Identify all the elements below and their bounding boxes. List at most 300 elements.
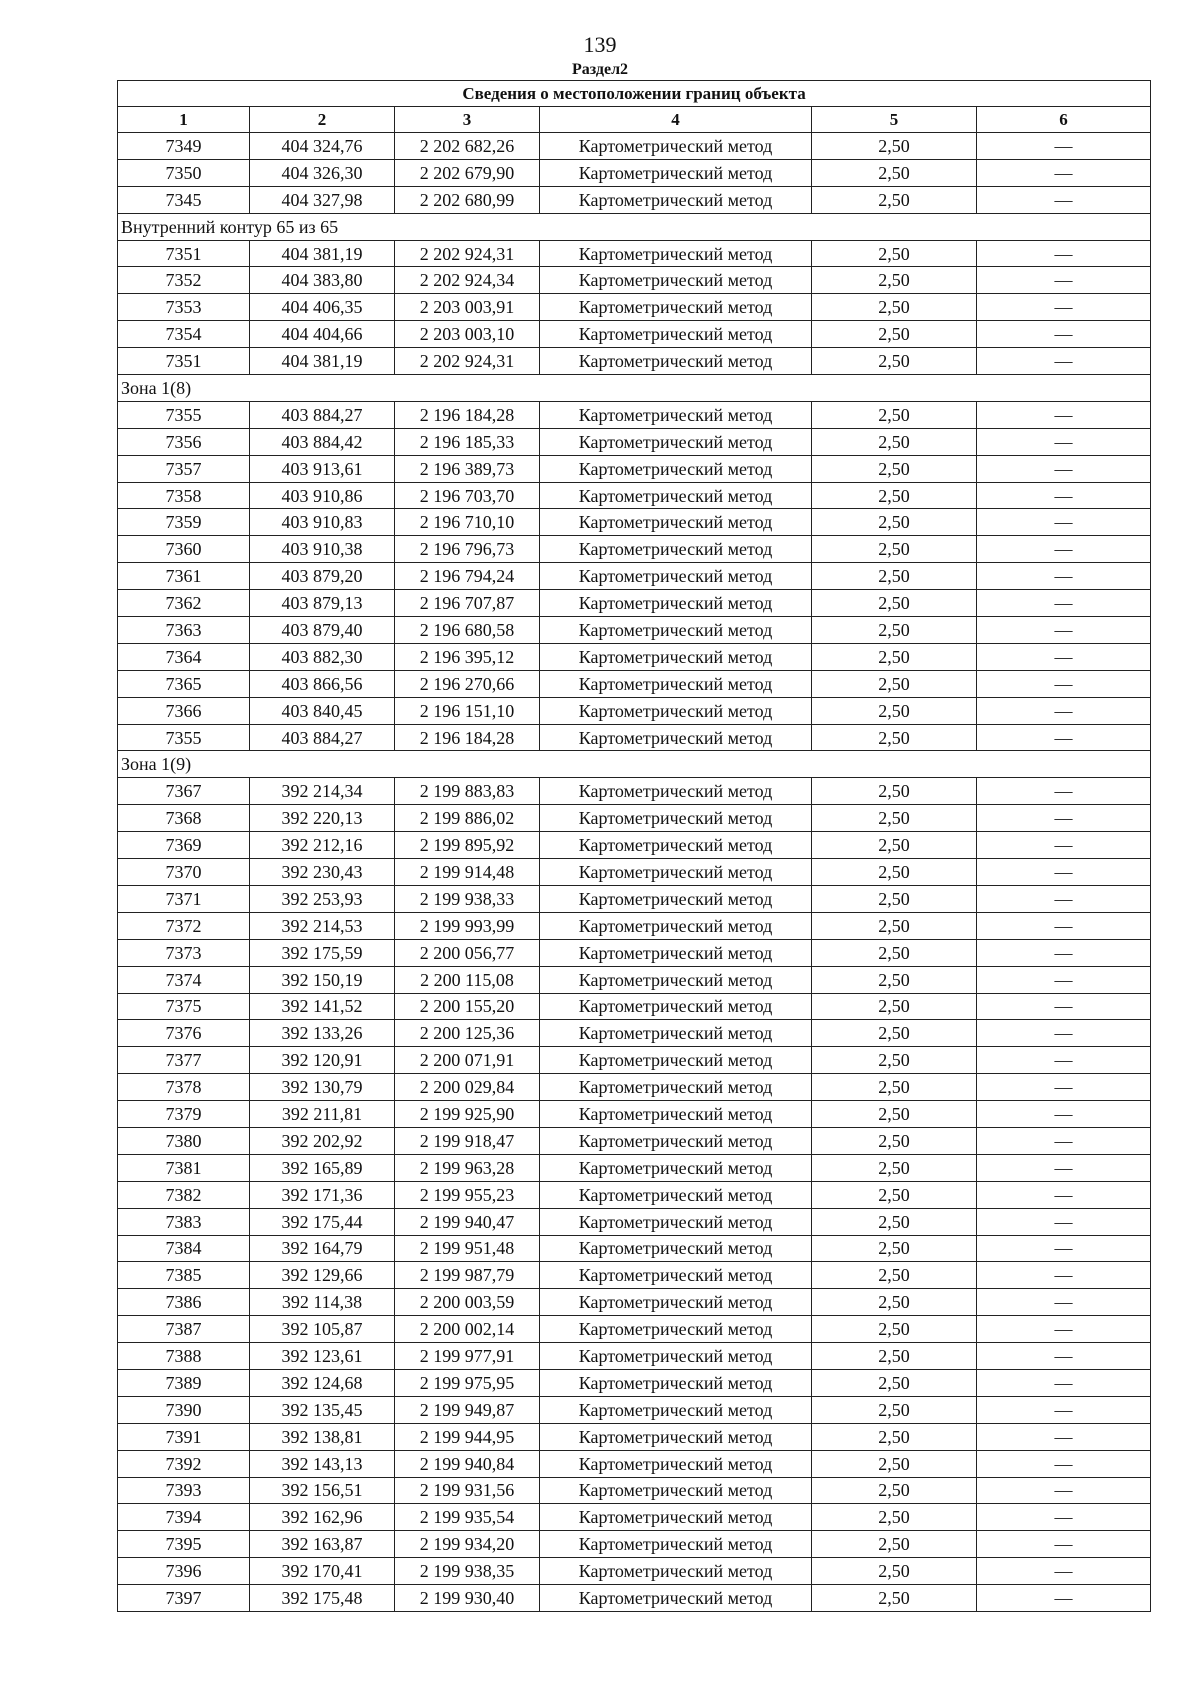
table-row <box>118 617 1151 644</box>
point-number-cell: 7356 <box>118 428 250 455</box>
table-row <box>118 805 1151 832</box>
x-coordinate-cell: 392 212,16 <box>250 832 395 859</box>
y-coordinate-cell: 2 199 895,92 <box>395 832 540 859</box>
note-cell: — <box>977 267 1151 294</box>
x-coordinate-cell: 403 884,27 <box>250 724 395 751</box>
accuracy-cell: 2,50 <box>812 1450 977 1477</box>
point-number-cell: 7383 <box>118 1208 250 1235</box>
y-coordinate-cell: 2 200 071,91 <box>395 1047 540 1074</box>
accuracy-cell: 2,50 <box>812 267 977 294</box>
accuracy-cell: 2,50 <box>812 428 977 455</box>
column-number-row <box>118 107 1151 133</box>
point-number-cell: 7368 <box>118 805 250 832</box>
point-number-cell: 7387 <box>118 1316 250 1343</box>
point-number-cell: 7380 <box>118 1127 250 1154</box>
point-number-cell: 7355 <box>118 401 250 428</box>
table-row <box>118 1020 1151 1047</box>
x-coordinate-cell: 392 124,68 <box>250 1369 395 1396</box>
note-cell: — <box>977 1396 1151 1423</box>
method-cell: Картометрический метод <box>540 1208 812 1235</box>
table-row <box>118 1074 1151 1101</box>
accuracy-cell: 2,50 <box>812 1477 977 1504</box>
y-coordinate-cell: 2 199 934,20 <box>395 1531 540 1558</box>
x-coordinate-cell: 392 138,81 <box>250 1423 395 1450</box>
note-cell: — <box>977 1154 1151 1181</box>
x-coordinate-cell: 404 324,76 <box>250 133 395 160</box>
y-coordinate-cell: 2 196 184,28 <box>395 401 540 428</box>
column-number: 2 <box>250 107 395 133</box>
point-number-cell: 7389 <box>118 1369 250 1396</box>
table-row <box>118 1396 1151 1423</box>
point-number-cell: 7351 <box>118 348 250 375</box>
note-cell: — <box>977 832 1151 859</box>
accuracy-cell: 2,50 <box>812 1531 977 1558</box>
accuracy-cell: 2,50 <box>812 1369 977 1396</box>
accuracy-cell: 2,50 <box>812 536 977 563</box>
accuracy-cell: 2,50 <box>812 1343 977 1370</box>
table-row <box>118 993 1151 1020</box>
method-cell: Картометрический метод <box>540 186 812 213</box>
note-cell: — <box>977 1531 1151 1558</box>
note-cell: — <box>977 1074 1151 1101</box>
note-cell: — <box>977 1450 1151 1477</box>
method-cell: Картометрический метод <box>540 428 812 455</box>
table-row <box>118 832 1151 859</box>
table-row <box>118 1585 1151 1612</box>
method-cell: Картометрический метод <box>540 401 812 428</box>
note-cell: — <box>977 697 1151 724</box>
table-row <box>118 1208 1151 1235</box>
x-coordinate-cell: 403 882,30 <box>250 643 395 670</box>
point-number-cell: 7391 <box>118 1423 250 1450</box>
table-row <box>118 1477 1151 1504</box>
table-row <box>118 1450 1151 1477</box>
note-cell: — <box>977 912 1151 939</box>
point-number-cell: 7366 <box>118 697 250 724</box>
x-coordinate-cell: 403 879,40 <box>250 617 395 644</box>
x-coordinate-cell: 392 163,87 <box>250 1531 395 1558</box>
point-number-cell: 7352 <box>118 267 250 294</box>
x-coordinate-cell: 392 170,41 <box>250 1558 395 1585</box>
note-cell: — <box>977 1262 1151 1289</box>
point-number-cell: 7390 <box>118 1396 250 1423</box>
method-cell: Картометрический метод <box>540 1343 812 1370</box>
table-row <box>118 1101 1151 1128</box>
accuracy-cell: 2,50 <box>812 1316 977 1343</box>
x-coordinate-cell: 403 879,13 <box>250 590 395 617</box>
accuracy-cell: 2,50 <box>812 724 977 751</box>
method-cell: Картометрический метод <box>540 912 812 939</box>
point-number-cell: 7376 <box>118 1020 250 1047</box>
x-coordinate-cell: 404 383,80 <box>250 267 395 294</box>
accuracy-cell: 2,50 <box>812 1396 977 1423</box>
accuracy-cell: 2,50 <box>812 805 977 832</box>
accuracy-cell: 2,50 <box>812 133 977 160</box>
x-coordinate-cell: 392 164,79 <box>250 1235 395 1262</box>
point-number-cell: 7357 <box>118 455 250 482</box>
x-coordinate-cell: 403 913,61 <box>250 455 395 482</box>
note-cell: — <box>977 1289 1151 1316</box>
note-cell: — <box>977 563 1151 590</box>
page-number: 139 <box>583 32 617 57</box>
table-row <box>118 1289 1151 1316</box>
method-cell: Картометрический метод <box>540 1235 812 1262</box>
x-coordinate-cell: 403 910,38 <box>250 536 395 563</box>
method-cell: Картометрический метод <box>540 805 812 832</box>
table-row <box>118 401 1151 428</box>
table-row <box>118 859 1151 886</box>
method-cell: Картометрический метод <box>540 1047 812 1074</box>
method-cell: Картометрический метод <box>540 643 812 670</box>
y-coordinate-cell: 2 200 125,36 <box>395 1020 540 1047</box>
y-coordinate-cell: 2 196 185,33 <box>395 428 540 455</box>
x-coordinate-cell: 404 381,19 <box>250 240 395 267</box>
table-row <box>118 939 1151 966</box>
accuracy-cell: 2,50 <box>812 1127 977 1154</box>
point-number-cell: 7360 <box>118 536 250 563</box>
x-coordinate-cell: 403 884,42 <box>250 428 395 455</box>
point-number-cell: 7382 <box>118 1181 250 1208</box>
accuracy-cell: 2,50 <box>812 401 977 428</box>
y-coordinate-cell: 2 199 949,87 <box>395 1396 540 1423</box>
y-coordinate-cell: 2 200 115,08 <box>395 966 540 993</box>
note-cell: — <box>977 643 1151 670</box>
y-coordinate-cell: 2 202 924,31 <box>395 240 540 267</box>
y-coordinate-cell: 2 196 270,66 <box>395 670 540 697</box>
note-cell: — <box>977 1423 1151 1450</box>
point-number-cell: 7397 <box>118 1585 250 1612</box>
x-coordinate-cell: 392 171,36 <box>250 1181 395 1208</box>
column-number: 1 <box>118 107 250 133</box>
x-coordinate-cell: 392 133,26 <box>250 1020 395 1047</box>
note-cell: — <box>977 1235 1151 1262</box>
x-coordinate-cell: 392 230,43 <box>250 859 395 886</box>
point-number-cell: 7351 <box>118 240 250 267</box>
accuracy-cell: 2,50 <box>812 482 977 509</box>
point-number-cell: 7384 <box>118 1235 250 1262</box>
table-row <box>118 643 1151 670</box>
method-cell: Картометрический метод <box>540 1020 812 1047</box>
method-cell: Картометрический метод <box>540 1101 812 1128</box>
point-number-cell: 7392 <box>118 1450 250 1477</box>
x-coordinate-cell: 392 175,59 <box>250 939 395 966</box>
group-header-row <box>118 213 1151 240</box>
point-number-cell: 7372 <box>118 912 250 939</box>
point-number-cell: 7369 <box>118 832 250 859</box>
note-cell: — <box>977 1585 1151 1612</box>
accuracy-cell: 2,50 <box>812 885 977 912</box>
point-number-cell: 7365 <box>118 670 250 697</box>
table-row <box>118 294 1151 321</box>
point-number-cell: 7395 <box>118 1531 250 1558</box>
y-coordinate-cell: 2 200 029,84 <box>395 1074 540 1101</box>
x-coordinate-cell: 392 175,48 <box>250 1585 395 1612</box>
table-row <box>118 1504 1151 1531</box>
x-coordinate-cell: 392 129,66 <box>250 1262 395 1289</box>
note-cell: — <box>977 1101 1151 1128</box>
y-coordinate-cell: 2 196 184,28 <box>395 724 540 751</box>
note-cell: — <box>977 1504 1151 1531</box>
table-row <box>118 1343 1151 1370</box>
note-cell: — <box>977 240 1151 267</box>
method-cell: Картометрический метод <box>540 885 812 912</box>
note-cell: — <box>977 778 1151 805</box>
accuracy-cell: 2,50 <box>812 1585 977 1612</box>
x-coordinate-cell: 404 381,19 <box>250 348 395 375</box>
method-cell: Картометрический метод <box>540 1127 812 1154</box>
method-cell: Картометрический метод <box>540 1074 812 1101</box>
x-coordinate-cell: 392 150,19 <box>250 966 395 993</box>
y-coordinate-cell: 2 199 914,48 <box>395 859 540 886</box>
accuracy-cell: 2,50 <box>812 617 977 644</box>
table-row <box>118 1235 1151 1262</box>
accuracy-cell: 2,50 <box>812 1235 977 1262</box>
table-row <box>118 1316 1151 1343</box>
x-coordinate-cell: 403 840,45 <box>250 697 395 724</box>
x-coordinate-cell: 404 327,98 <box>250 186 395 213</box>
section-label: Раздел2 <box>571 61 629 78</box>
y-coordinate-cell: 2 202 680,99 <box>395 186 540 213</box>
x-coordinate-cell: 392 165,89 <box>250 1154 395 1181</box>
y-coordinate-cell: 2 199 930,40 <box>395 1585 540 1612</box>
table-row <box>118 133 1151 160</box>
table-title-row <box>118 81 1151 107</box>
y-coordinate-cell: 2 200 155,20 <box>395 993 540 1020</box>
method-cell: Картометрический метод <box>540 133 812 160</box>
y-coordinate-cell: 2 202 679,90 <box>395 159 540 186</box>
accuracy-cell: 2,50 <box>812 670 977 697</box>
table-row <box>118 482 1151 509</box>
note-cell: — <box>977 159 1151 186</box>
point-number-cell: 7345 <box>118 186 250 213</box>
accuracy-cell: 2,50 <box>812 1181 977 1208</box>
y-coordinate-cell: 2 199 951,48 <box>395 1235 540 1262</box>
table-row <box>118 267 1151 294</box>
accuracy-cell: 2,50 <box>812 590 977 617</box>
method-cell: Картометрический метод <box>540 1423 812 1450</box>
method-cell: Картометрический метод <box>540 294 812 321</box>
method-cell: Картометрический метод <box>540 993 812 1020</box>
y-coordinate-cell: 2 199 940,84 <box>395 1450 540 1477</box>
table-row <box>118 966 1151 993</box>
y-coordinate-cell: 2 199 987,79 <box>395 1262 540 1289</box>
method-cell: Картометрический метод <box>540 966 812 993</box>
note-cell: — <box>977 455 1151 482</box>
note-cell: — <box>977 724 1151 751</box>
x-coordinate-cell: 403 866,56 <box>250 670 395 697</box>
column-number: 5 <box>812 107 977 133</box>
group-label: Зона 1(8) <box>118 375 1151 402</box>
accuracy-cell: 2,50 <box>812 832 977 859</box>
x-coordinate-cell: 392 143,13 <box>250 1450 395 1477</box>
accuracy-cell: 2,50 <box>812 993 977 1020</box>
table-row <box>118 724 1151 751</box>
table-row <box>118 590 1151 617</box>
table-row <box>118 509 1151 536</box>
note-cell: — <box>977 1208 1151 1235</box>
table-row <box>118 1181 1151 1208</box>
column-number: 3 <box>395 107 540 133</box>
accuracy-cell: 2,50 <box>812 348 977 375</box>
method-cell: Картометрический метод <box>540 482 812 509</box>
y-coordinate-cell: 2 196 151,10 <box>395 697 540 724</box>
table-row <box>118 1154 1151 1181</box>
point-number-cell: 7393 <box>118 1477 250 1504</box>
method-cell: Картометрический метод <box>540 1289 812 1316</box>
y-coordinate-cell: 2 199 935,54 <box>395 1504 540 1531</box>
y-coordinate-cell: 2 199 938,33 <box>395 885 540 912</box>
y-coordinate-cell: 2 199 940,47 <box>395 1208 540 1235</box>
method-cell: Картометрический метод <box>540 724 812 751</box>
x-coordinate-cell: 403 910,83 <box>250 509 395 536</box>
note-cell: — <box>977 348 1151 375</box>
table-row <box>118 1127 1151 1154</box>
y-coordinate-cell: 2 199 925,90 <box>395 1101 540 1128</box>
y-coordinate-cell: 2 196 703,70 <box>395 482 540 509</box>
note-cell: — <box>977 1127 1151 1154</box>
y-coordinate-cell: 2 199 886,02 <box>395 805 540 832</box>
table-row <box>118 670 1151 697</box>
group-label: Зона 1(9) <box>118 751 1151 778</box>
x-coordinate-cell: 404 404,66 <box>250 321 395 348</box>
note-cell: — <box>977 401 1151 428</box>
method-cell: Картометрический метод <box>540 1262 812 1289</box>
method-cell: Картометрический метод <box>540 670 812 697</box>
point-number-cell: 7355 <box>118 724 250 751</box>
y-coordinate-cell: 2 203 003,10 <box>395 321 540 348</box>
accuracy-cell: 2,50 <box>812 563 977 590</box>
x-coordinate-cell: 403 879,20 <box>250 563 395 590</box>
note-cell: — <box>977 993 1151 1020</box>
x-coordinate-cell: 392 120,91 <box>250 1047 395 1074</box>
accuracy-cell: 2,50 <box>812 1101 977 1128</box>
table-row <box>118 240 1151 267</box>
note-cell: — <box>977 670 1151 697</box>
point-number-cell: 7386 <box>118 1289 250 1316</box>
table-row <box>118 1262 1151 1289</box>
y-coordinate-cell: 2 199 944,95 <box>395 1423 540 1450</box>
method-cell: Картометрический метод <box>540 1181 812 1208</box>
x-coordinate-cell: 392 135,45 <box>250 1396 395 1423</box>
y-coordinate-cell: 2 196 794,24 <box>395 563 540 590</box>
method-cell: Картометрический метод <box>540 267 812 294</box>
point-number-cell: 7362 <box>118 590 250 617</box>
point-number-cell: 7354 <box>118 321 250 348</box>
y-coordinate-cell: 2 203 003,91 <box>395 294 540 321</box>
point-number-cell: 7349 <box>118 133 250 160</box>
accuracy-cell: 2,50 <box>812 321 977 348</box>
y-coordinate-cell: 2 199 963,28 <box>395 1154 540 1181</box>
note-cell: — <box>977 428 1151 455</box>
method-cell: Картометрический метод <box>540 617 812 644</box>
point-number-cell: 7371 <box>118 885 250 912</box>
point-number-cell: 7385 <box>118 1262 250 1289</box>
x-coordinate-cell: 392 162,96 <box>250 1504 395 1531</box>
table-row <box>118 1369 1151 1396</box>
accuracy-cell: 2,50 <box>812 455 977 482</box>
point-number-cell: 7359 <box>118 509 250 536</box>
table-row <box>118 885 1151 912</box>
method-cell: Картометрический метод <box>540 1154 812 1181</box>
method-cell: Картометрический метод <box>540 509 812 536</box>
y-coordinate-cell: 2 202 924,31 <box>395 348 540 375</box>
note-cell: — <box>977 590 1151 617</box>
x-coordinate-cell: 403 910,86 <box>250 482 395 509</box>
x-coordinate-cell: 392 141,52 <box>250 993 395 1020</box>
x-coordinate-cell: 403 884,27 <box>250 401 395 428</box>
y-coordinate-cell: 2 199 918,47 <box>395 1127 540 1154</box>
y-coordinate-cell: 2 200 003,59 <box>395 1289 540 1316</box>
note-cell: — <box>977 536 1151 563</box>
group-header-row <box>118 751 1151 778</box>
accuracy-cell: 2,50 <box>812 1154 977 1181</box>
note-cell: — <box>977 805 1151 832</box>
accuracy-cell: 2,50 <box>812 966 977 993</box>
point-number-cell: 7394 <box>118 1504 250 1531</box>
point-number-cell: 7373 <box>118 939 250 966</box>
table-row <box>118 1531 1151 1558</box>
note-cell: — <box>977 1369 1151 1396</box>
method-cell: Картометрический метод <box>540 321 812 348</box>
accuracy-cell: 2,50 <box>812 240 977 267</box>
note-cell: — <box>977 482 1151 509</box>
point-number-cell: 7361 <box>118 563 250 590</box>
point-number-cell: 7378 <box>118 1074 250 1101</box>
note-cell: — <box>977 617 1151 644</box>
method-cell: Картометрический метод <box>540 1369 812 1396</box>
method-cell: Картометрический метод <box>540 1477 812 1504</box>
column-number: 4 <box>540 107 812 133</box>
note-cell: — <box>977 1047 1151 1074</box>
point-number-cell: 7388 <box>118 1343 250 1370</box>
note-cell: — <box>977 1020 1151 1047</box>
column-number: 6 <box>977 107 1151 133</box>
x-coordinate-cell: 392 130,79 <box>250 1074 395 1101</box>
y-coordinate-cell: 2 200 002,14 <box>395 1316 540 1343</box>
note-cell: — <box>977 1477 1151 1504</box>
accuracy-cell: 2,50 <box>812 1504 977 1531</box>
note-cell: — <box>977 1558 1151 1585</box>
note-cell: — <box>977 1181 1151 1208</box>
boundary-coordinates-table <box>117 80 1151 1612</box>
table-row <box>118 778 1151 805</box>
point-number-cell: 7358 <box>118 482 250 509</box>
point-number-cell: 7381 <box>118 1154 250 1181</box>
table-row <box>118 159 1151 186</box>
method-cell: Картометрический метод <box>540 778 812 805</box>
accuracy-cell: 2,50 <box>812 939 977 966</box>
table-row <box>118 563 1151 590</box>
table-row <box>118 912 1151 939</box>
note-cell: — <box>977 859 1151 886</box>
point-number-cell: 7364 <box>118 643 250 670</box>
accuracy-cell: 2,50 <box>812 1423 977 1450</box>
table-row <box>118 428 1151 455</box>
x-coordinate-cell: 404 326,30 <box>250 159 395 186</box>
accuracy-cell: 2,50 <box>812 912 977 939</box>
accuracy-cell: 2,50 <box>812 1020 977 1047</box>
method-cell: Картометрический метод <box>540 1531 812 1558</box>
method-cell: Картометрический метод <box>540 1450 812 1477</box>
method-cell: Картометрический метод <box>540 1558 812 1585</box>
table-row <box>118 1423 1151 1450</box>
point-number-cell: 7367 <box>118 778 250 805</box>
point-number-cell: 7396 <box>118 1558 250 1585</box>
x-coordinate-cell: 392 156,51 <box>250 1477 395 1504</box>
method-cell: Картометрический метод <box>540 697 812 724</box>
point-number-cell: 7375 <box>118 993 250 1020</box>
y-coordinate-cell: 2 202 682,26 <box>395 133 540 160</box>
